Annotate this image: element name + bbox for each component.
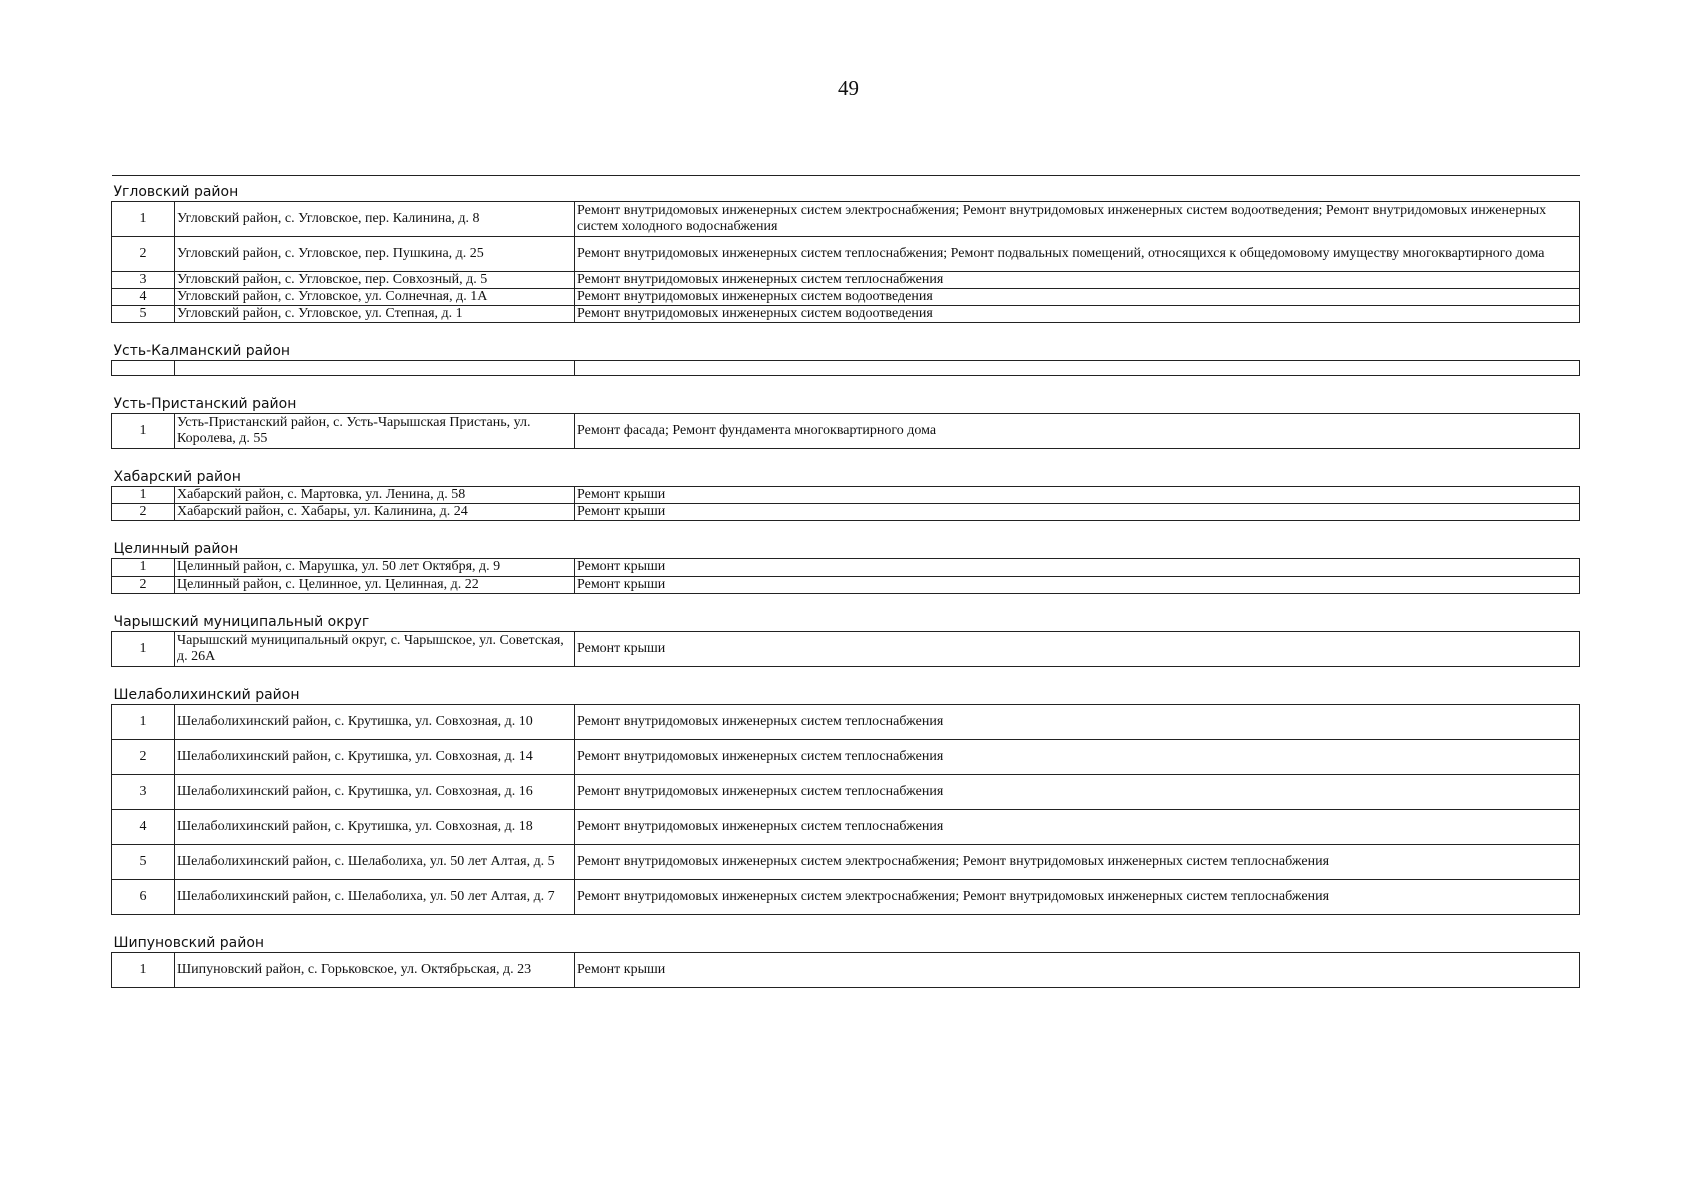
- row-address: Угловский район, с. Угловское, пер. Совхозный, д. 5: [175, 272, 575, 289]
- section-title: Целинный район: [112, 521, 1580, 559]
- row-work-type: Ремонт крыши: [575, 952, 1580, 987]
- row-address: Целинный район, с. Марушка, ул. 50 лет Октября, д. 9: [175, 559, 575, 576]
- row-number: 5: [112, 306, 175, 323]
- row-number: 3: [112, 272, 175, 289]
- row-number: 1: [112, 559, 175, 576]
- section-row: [112, 666, 1580, 704]
- row-work-type: Ремонт внутридомовых инженерных систем электроснабжения; Ремонт внутридомовых инженерных систем теплоснабжения: [575, 879, 1580, 914]
- table-row: [112, 952, 1580, 987]
- row-number: 2: [112, 739, 175, 774]
- table-row: [112, 306, 1580, 323]
- table-row: [112, 704, 1580, 739]
- row-number: 1: [112, 631, 175, 666]
- row-number: 4: [112, 809, 175, 844]
- row-number: 1: [112, 202, 175, 237]
- row-work-type: Ремонт внутридомовых инженерных систем теплоснабжения: [575, 809, 1580, 844]
- row-work-type: Ремонт внутридомовых инженерных систем водоотведения: [575, 289, 1580, 306]
- row-number: 1: [112, 487, 175, 504]
- row-work-type: [575, 361, 1580, 376]
- row-address: Угловский район, с. Угловское, ул. Солнечная, д. 1А: [175, 289, 575, 306]
- section-title: Шелаболихинский район: [112, 666, 1580, 704]
- row-number: 2: [112, 237, 175, 272]
- row-work-type: Ремонт внутридомовых инженерных систем электроснабжения; Ремонт внутридомовых инженерных систем водоотведения; Ремонт внутридомовых инженерных систем холодного водоснабжения: [575, 202, 1580, 237]
- section-title: Усть-Калманский район: [112, 323, 1580, 361]
- row-work-type: Ремонт внутридомовых инженерных систем теплоснабжения: [575, 739, 1580, 774]
- row-number: 1: [112, 414, 175, 449]
- row-number: 4: [112, 289, 175, 306]
- row-address: Шипуновский район, с. Горьковское, ул. Октябрьская, д. 23: [175, 952, 575, 987]
- row-address: Угловский район, с. Угловское, пер. Пушкина, д. 25: [175, 237, 575, 272]
- section-row: [112, 593, 1580, 631]
- table-row: [112, 879, 1580, 914]
- section-title: Усть-Пристанский район: [112, 376, 1580, 414]
- table-row: [112, 559, 1580, 576]
- section-row: [112, 914, 1580, 952]
- row-number: 5: [112, 844, 175, 879]
- table-row: [112, 237, 1580, 272]
- table-row: [112, 809, 1580, 844]
- row-work-type: Ремонт внутридомовых инженерных систем теплоснабжения: [575, 774, 1580, 809]
- row-work-type: Ремонт крыши: [575, 576, 1580, 593]
- row-address: Целинный район, с. Целинное, ул. Целинная, д. 22: [175, 576, 575, 593]
- row-number: 3: [112, 774, 175, 809]
- table-row: [112, 504, 1580, 521]
- row-address: Шелаболихинский район, с. Крутишка, ул. Совхозная, д. 14: [175, 739, 575, 774]
- row-number: 1: [112, 704, 175, 739]
- section-title: Хабарский район: [112, 449, 1580, 487]
- row-work-type: Ремонт крыши: [575, 559, 1580, 576]
- table-row: [112, 202, 1580, 237]
- row-work-type: Ремонт фасада; Ремонт фундамента многоквартирного дома: [575, 414, 1580, 449]
- table-row: [112, 739, 1580, 774]
- row-number: 2: [112, 576, 175, 593]
- row-work-type: Ремонт внутридомовых инженерных систем теплоснабжения; Ремонт подвальных помещений, относящихся к общедомовому имуществу многоквартирного дома: [575, 237, 1580, 272]
- table-row: [112, 844, 1580, 879]
- row-address: Хабарский район, с. Мартовка, ул. Ленина, д. 58: [175, 487, 575, 504]
- table-row: [112, 774, 1580, 809]
- row-number: 6: [112, 879, 175, 914]
- table-row: [112, 576, 1580, 593]
- row-work-type: Ремонт крыши: [575, 487, 1580, 504]
- table-body: [112, 176, 1580, 988]
- row-address: Шелаболихинский район, с. Шелаболиха, ул. 50 лет Алтая, д. 5: [175, 844, 575, 879]
- row-number: 1: [112, 952, 175, 987]
- table-row: [112, 361, 1580, 376]
- row-number: 2: [112, 504, 175, 521]
- page-number: 49: [838, 76, 859, 100]
- section-title: Шипуновский район: [112, 914, 1580, 952]
- row-work-type: Ремонт крыши: [575, 504, 1580, 521]
- row-address: [175, 361, 575, 376]
- row-number: [112, 361, 175, 376]
- row-work-type: Ремонт внутридомовых инженерных систем электроснабжения; Ремонт внутридомовых инженерных систем теплоснабжения: [575, 844, 1580, 879]
- row-address: Шелаболихинский район, с. Крутишка, ул. Совхозная, д. 18: [175, 809, 575, 844]
- row-work-type: Ремонт крыши: [575, 631, 1580, 666]
- row-work-type: Ремонт внутридомовых инженерных систем теплоснабжения: [575, 272, 1580, 289]
- row-address: Угловский район, с. Угловское, пер. Калинина, д. 8: [175, 202, 575, 237]
- section-title: Угловский район: [112, 176, 1580, 202]
- row-address: Шелаболихинский район, с. Крутишка, ул. Совхозная, д. 10: [175, 704, 575, 739]
- table-row: [112, 289, 1580, 306]
- table-row: [112, 414, 1580, 449]
- row-address: Усть-Пристанский район, с. Усть-Чарышская Пристань, ул. Королева, д. 55: [175, 414, 575, 449]
- row-address: Угловский район, с. Угловское, ул. Степная, д. 1: [175, 306, 575, 323]
- row-address: Чарышский муниципальный округ, с. Чарышское, ул. Советская, д. 26А: [175, 631, 575, 666]
- table-row: [112, 631, 1580, 666]
- row-address: Шелаболихинский район, с. Крутишка, ул. Совхозная, д. 16: [175, 774, 575, 809]
- section-row: [112, 176, 1580, 202]
- section-row: [112, 323, 1580, 361]
- section-title: Чарышский муниципальный округ: [112, 593, 1580, 631]
- table-row: [112, 272, 1580, 289]
- section-row: [112, 521, 1580, 559]
- repair-table: [111, 175, 1580, 988]
- section-row: [112, 376, 1580, 414]
- row-work-type: Ремонт внутридомовых инженерных систем теплоснабжения: [575, 704, 1580, 739]
- section-row: [112, 449, 1580, 487]
- row-work-type: Ремонт внутридомовых инженерных систем водоотведения: [575, 306, 1580, 323]
- row-address: Хабарский район, с. Хабары, ул. Калинина, д. 24: [175, 504, 575, 521]
- row-address: Шелаболихинский район, с. Шелаболиха, ул. 50 лет Алтая, д. 7: [175, 879, 575, 914]
- table-row: [112, 487, 1580, 504]
